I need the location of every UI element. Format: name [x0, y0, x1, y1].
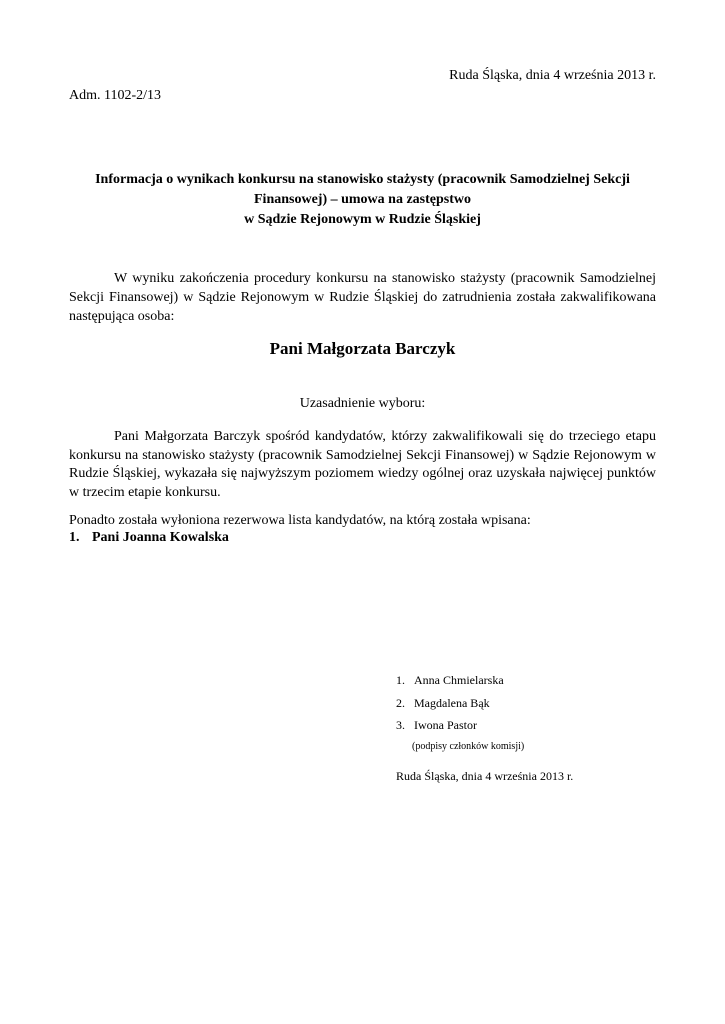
reserve-item-number: 1.: [69, 530, 80, 545]
committee-signatures: [396, 673, 504, 741]
title-line-2: Finansowej) – umowa na zastępstwo: [254, 192, 471, 207]
title-line-3: w Sądzie Rejonowym w Rudzie Śląskiej: [244, 212, 481, 227]
justification-paragraph: Pani Małgorzata Barczyk spośród kandydatów, którzy zakwalifikowali się do trzeciego etapu konkursu na stanowisko stażysty (pracownik Samodzielnej Sekcji Finansowej) w Sądzie Rejonowym w Rudzie Śląskiej, wykazała się najwyższym poziomem wiedzy ogólnej oraz uzyskała najwięcej punktów w trzecim etapie konkursu.: [69, 429, 656, 500]
place-date-footer: Ruda Śląska, dnia 4 września 2013 r.: [396, 769, 574, 783]
case-number: Adm. 1102-2/13: [69, 88, 162, 103]
signature-number: 2.: [396, 695, 405, 710]
intro-paragraph: W wyniku zakończenia procedury konkursu na stanowisko stażysty (pracownik Samodzielnej Sekcji Finansowej) w Sądzie Rejonowym w Rudzie Śląskiej do zatrudnienia została zakwalifikowana następująca osoba:: [69, 271, 656, 324]
signature-row: [396, 696, 504, 719]
signatures-caption: (podpisy członków komisji): [412, 741, 525, 752]
reserve-list-intro: Ponadto została wyłoniona rezerwowa lista kandydatów, na którą została wpisana:: [69, 513, 531, 528]
signature-row: [396, 718, 504, 741]
signature-name: Iwona Pastor: [414, 718, 477, 732]
reserve-item-name: Pani Joanna Kowalska: [92, 530, 229, 545]
signature-row: [396, 673, 504, 696]
title-line-1: Informacja o wynikach konkursu na stanowisko stażysty (pracownik Samodzielnej Sekcji: [95, 172, 630, 187]
signature-name: Magdalena Bąk: [414, 695, 490, 710]
signature-number: 1.: [396, 673, 405, 687]
justification-heading: Uzasadnienie wyboru:: [299, 396, 426, 411]
reserve-list-item: [69, 530, 229, 546]
signature-number: 3.: [396, 718, 405, 732]
signature-name: Anna Chmielarska: [414, 673, 504, 687]
winner-name: Pani Małgorzata Barczyk: [269, 339, 456, 358]
document-title: [69, 170, 656, 230]
place-date-header: Ruda Śląska, dnia 4 września 2013 r.: [449, 68, 656, 83]
